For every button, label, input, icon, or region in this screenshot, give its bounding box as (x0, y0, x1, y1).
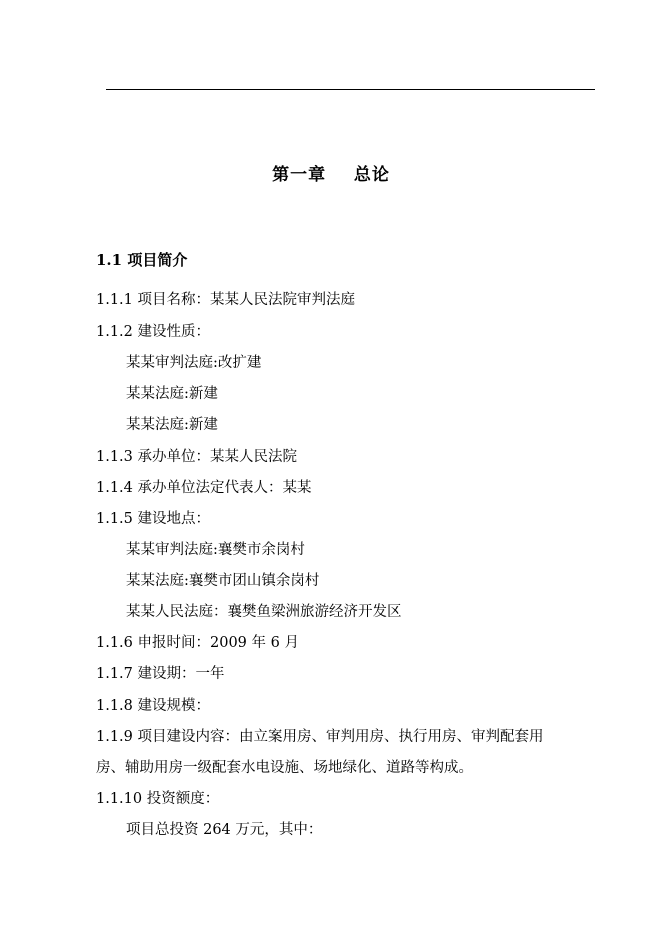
location-detail-3: 某某人民法庭：襄樊鱼梁洲旅游经济开发区 (126, 604, 402, 620)
location-detail-1: 某某审判法庭:襄樊市余岗村 (126, 542, 305, 558)
item-1-1-2-construction-nature: 1.1.2 建设性质： (96, 324, 211, 340)
item-1-1-7-construction-period: 1.1.7 建设期：一年 (96, 666, 225, 682)
item-1-1-1-project-name: 1.1.1 项目名称：某某人民法院审判法庭 (96, 292, 356, 308)
item-1-1-10-investment: 1.1.10 投资额度： (96, 791, 220, 807)
nature-detail-2: 某某法庭:新建 (126, 386, 218, 402)
item-1-1-6-application-date: 1.1.6 申报时间：2009 年 6 月 (96, 635, 299, 651)
item-1-1-9-construction-content: 1.1.9 项目建设内容：由立案用房、审判用房、执行用房、审判配套用 (96, 729, 544, 745)
header-rule (106, 89, 595, 90)
nature-detail-1: 某某审判法庭:改扩建 (126, 355, 262, 371)
location-detail-2: 某某法庭:襄樊市团山镇余岗村 (126, 573, 320, 589)
investment-total: 项目总投资 264 万元，其中： (126, 822, 323, 838)
section-title: 1.1 项目简介 (96, 251, 188, 269)
item-1-1-4-legal-representative: 1.1.4 承办单位法定代表人：某某 (96, 480, 312, 496)
item-1-1-8-construction-scale: 1.1.8 建设规模： (96, 698, 211, 714)
item-1-1-3-organizer: 1.1.3 承办单位：某某人民法院 (96, 449, 298, 465)
construction-content-continued: 房、辅助用房一级配套水电设施、场地绿化、道路等构成。 (96, 760, 473, 776)
nature-detail-3: 某某法庭:新建 (126, 417, 218, 433)
item-1-1-5-location: 1.1.5 建设地点： (96, 511, 211, 527)
chapter-title: 第一章 总论 (272, 165, 390, 185)
